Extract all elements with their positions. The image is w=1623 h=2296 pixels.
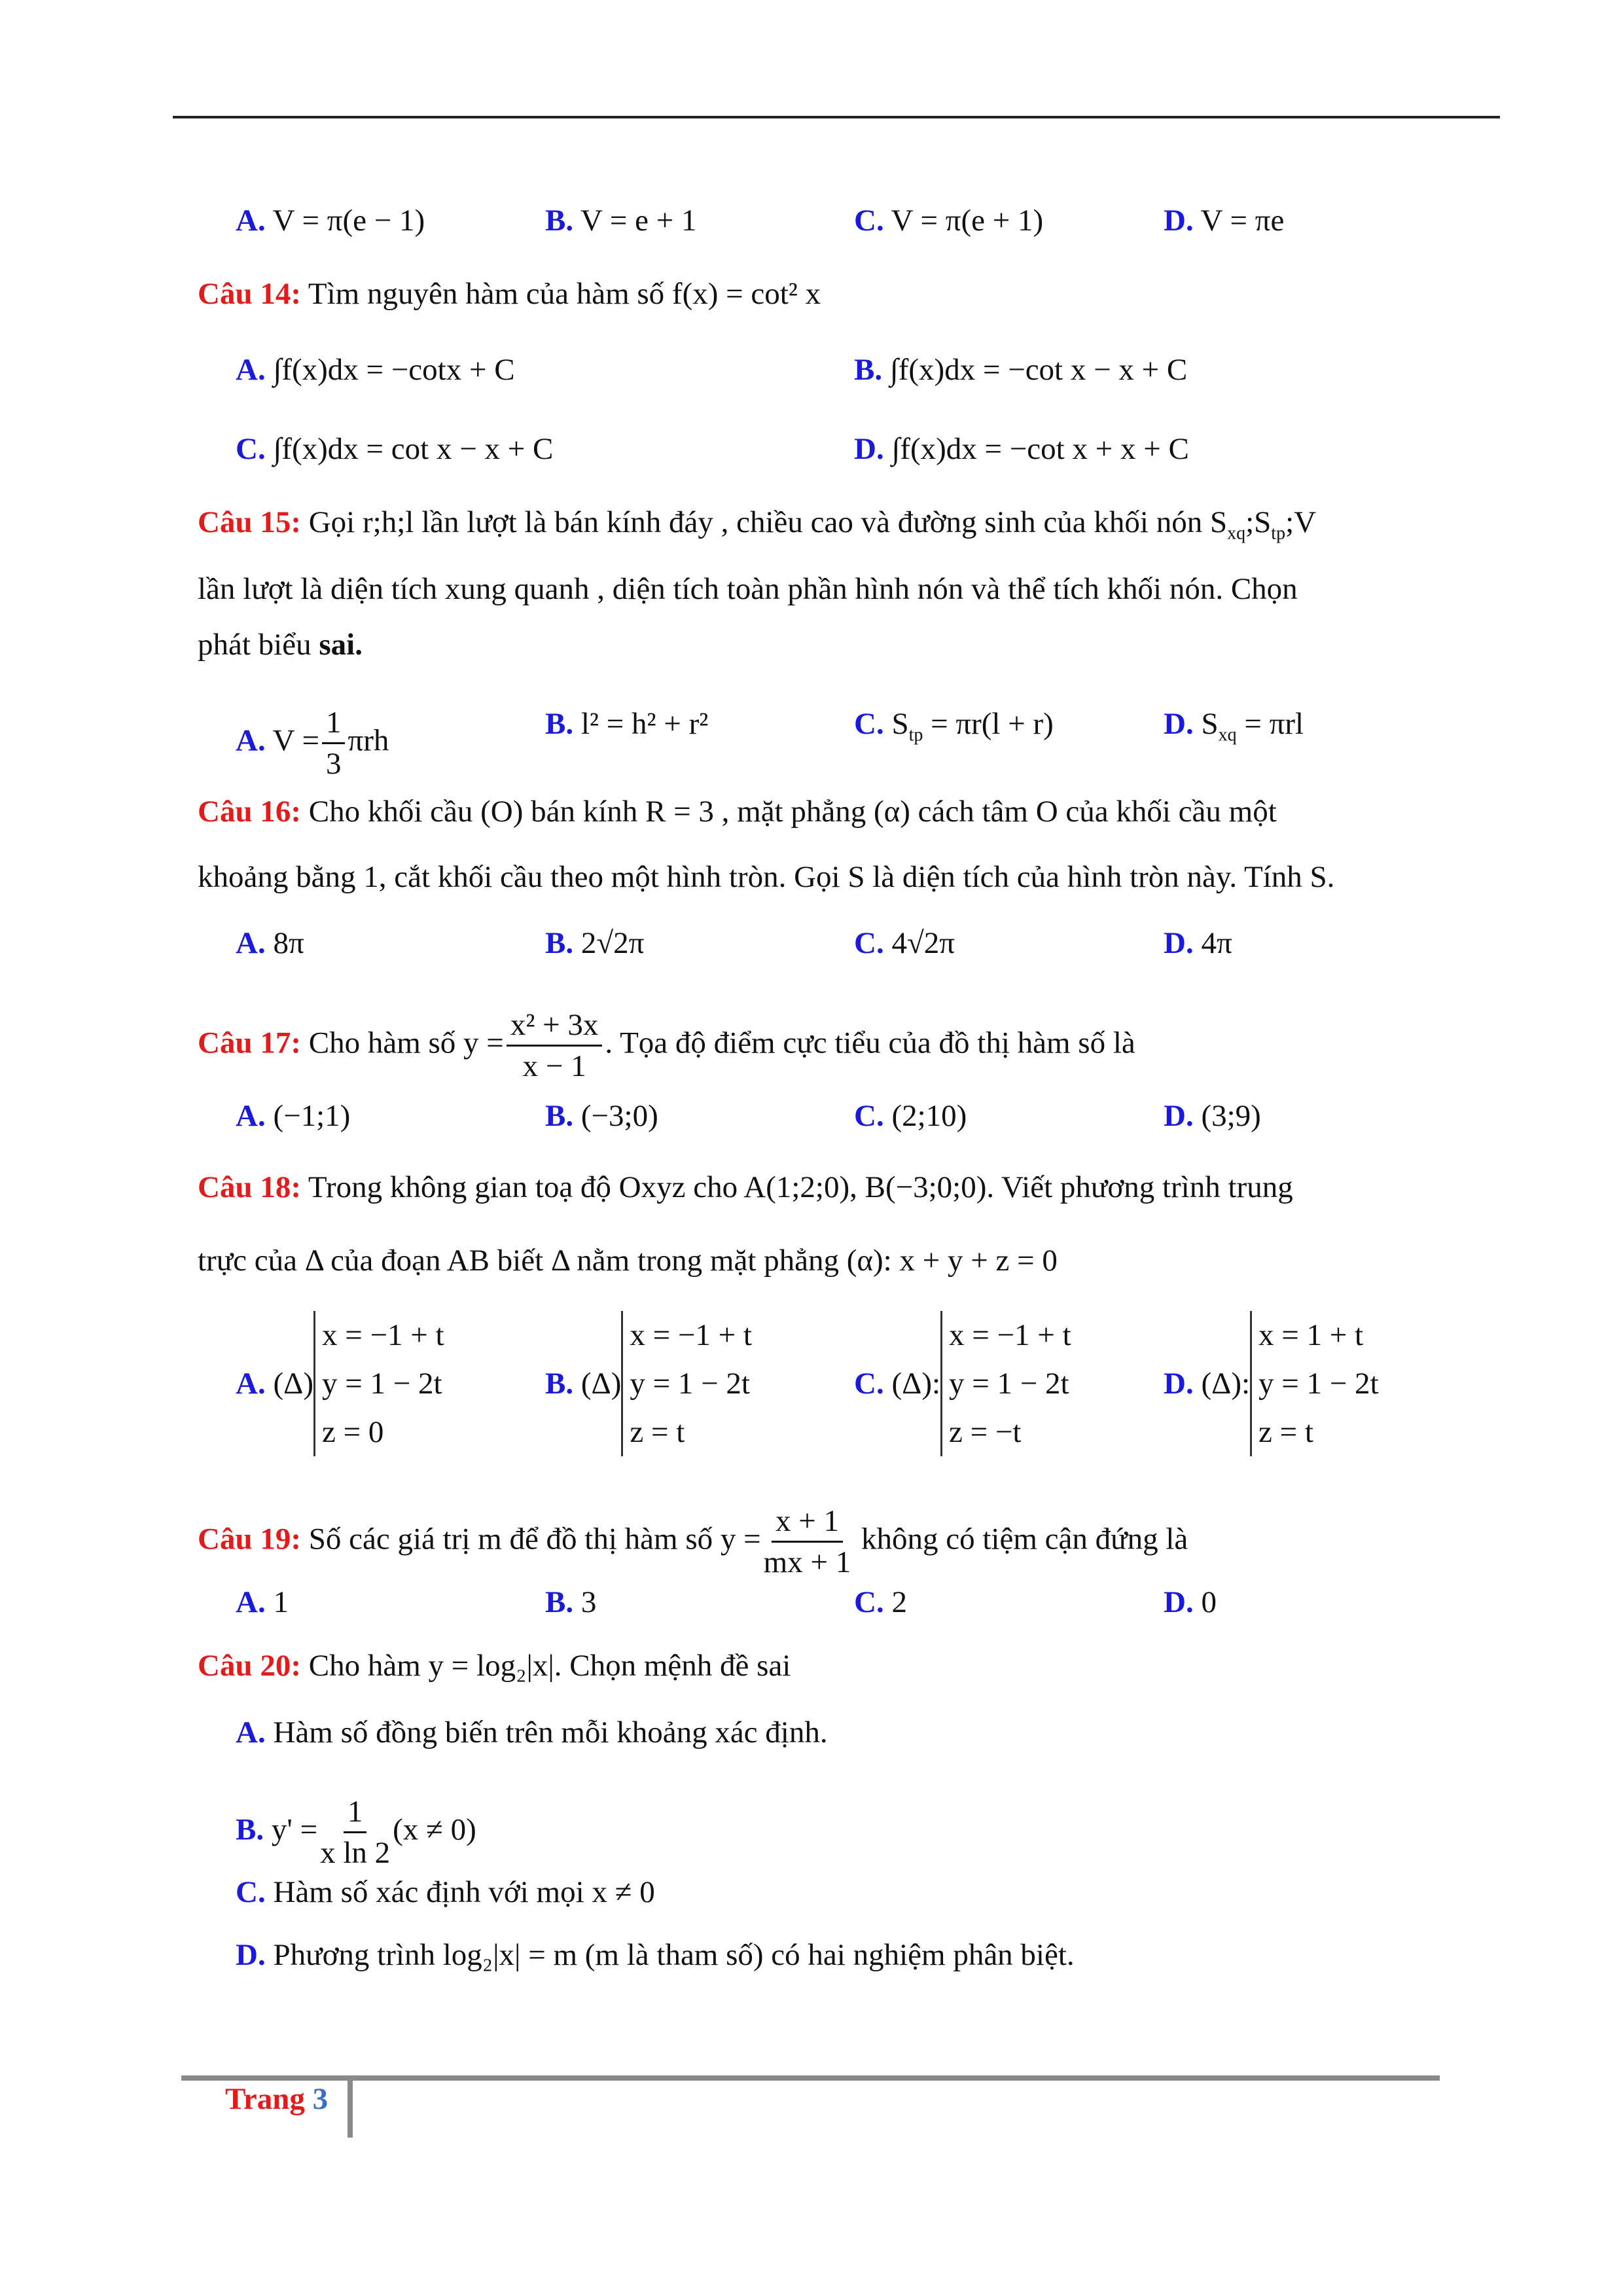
q16-option-c: C. 4√2π <box>854 926 955 960</box>
q15-stem-line3: phát biểu sai. <box>198 628 363 662</box>
q17-option-c: C. (2;10) <box>854 1099 967 1133</box>
q16-option-b: B. 2√2π <box>545 926 645 960</box>
page-number: Trang 3 <box>225 2082 329 2116</box>
q19-option-b: B. 3 <box>545 1585 597 1619</box>
q15-option-b: B. l² = h² + r² <box>545 707 709 741</box>
q16-option-d: D. 4π <box>1164 926 1232 960</box>
q13-option-d: D. V = πe <box>1164 204 1285 238</box>
q14-option-c: C. ∫f(x)dx = cot x − x + C <box>236 432 554 466</box>
q19-stem: Câu 19: Số các giá trị m để đồ thị hàm số y = $\frac{x + 1}{mx + 1}$ không có tiệm cận đứng là <box>198 1501 1188 1543</box>
q14-option-d: D. ∫f(x)dx = −cot x + x + C <box>854 432 1189 466</box>
q20-option-d: D. Phương trình log₂|x| = m (m là tham số) có hai nghiệm phân biệt. <box>236 1938 1075 1972</box>
q14-option-b: B. ∫f(x)dx = −cot x − x + C <box>854 353 1188 387</box>
q20-option-a: A. Hàm số đồng biến trên mỗi khoảng xác định. <box>236 1715 828 1749</box>
q17-option-b: B. (−3;0) <box>545 1099 658 1133</box>
q14-stem: Câu 14: Tìm nguyên hàm của hàm số f(x) = cot² x <box>198 277 821 311</box>
q16-stem-line1: Câu 16: Cho khối cầu (O) bán kính R = 3 , mặt phẳng (α) cách tâm O của khối cầu một <box>198 795 1277 829</box>
q18-option-c: C. (Δ): x = −1 + t y = 1 − 2t z = −t <box>854 1311 1071 1456</box>
footer-rule <box>181 2075 1440 2081</box>
q15-option-c: C. $S_{tp} = \pi r(l + r)$ <box>854 707 1054 745</box>
q20-option-b: B. y' = $\frac{1}{\text{x ln 2}}$ (x ≠ 0) <box>236 1792 476 1834</box>
q15-stem-line2: lần lượt là diện tích xung quanh , diện tích toàn phần hình nón và thể tích khối nón. Chọn <box>198 572 1298 606</box>
q18-option-a: A. (Δ) x = −1 + t y = 1 − 2t z = 0 <box>236 1311 444 1456</box>
q18-option-b: B. (Δ) x = −1 + t y = 1 − 2t z = t <box>545 1311 752 1456</box>
q18-stem-line2: trực của Δ của đoạn AB biết Δ nằm trong mặt phẳng (α): x + y + z = 0 <box>198 1244 1058 1278</box>
q13-option-c: C. V = π(e + 1) <box>854 204 1044 238</box>
q13-option-b: B. V = e + 1 <box>545 204 697 238</box>
q17-stem: Câu 17: Cho hàm số y = $\frac{\text{x² + 3x}}{x - 1}$ . Tọa độ điểm cực tiểu của đồ thị hàm số là <box>198 1005 1135 1047</box>
q18-option-d: D. (Δ): x = 1 + t y = 1 − 2t z = t <box>1164 1311 1379 1456</box>
q17-option-a: A. (−1;1) <box>236 1099 351 1133</box>
q15-option-d: D. $S_{xq} = \pi rl$ <box>1164 707 1304 745</box>
q20-stem: Câu 20: Cho hàm y = log₂|x|. Chọn mệnh đề sai <box>198 1649 791 1683</box>
q14-option-a: A. ∫f(x)dx = −cotx + C <box>236 353 515 387</box>
q20-option-c: C. Hàm số xác định với mọi x ≠ 0 <box>236 1875 655 1909</box>
q19-option-d: D. 0 <box>1164 1585 1217 1619</box>
q15-stem-line1: Câu 15: Gọi r;h;l lần lượt là bán kính đáy , chiều cao và đường sinh của khối nón $S_{xq};S_{tp};V$ <box>198 505 1317 544</box>
footer-divider <box>348 2075 353 2138</box>
header-rule <box>173 116 1500 118</box>
q15-option-a: A. V = $\frac{1}{3}$ πrh <box>236 703 389 745</box>
q19-option-c: C. 2 <box>854 1585 907 1619</box>
q17-option-d: D. (3;9) <box>1164 1099 1261 1133</box>
q19-option-a: A. 1 <box>236 1585 289 1619</box>
q16-stem-line2: khoảng bằng 1, cắt khối cầu theo một hình tròn. Gọi S là diện tích của hình tròn này. Tính S. <box>198 860 1335 894</box>
q18-stem-line1: Câu 18: Trong không gian toạ độ Oxyz cho A(1;2;0), B(−3;0;0). Viết phương trình trung <box>198 1170 1293 1204</box>
q13-option-a: A. V = π(e − 1) <box>236 204 425 238</box>
q16-option-a: A. 8π <box>236 926 304 960</box>
